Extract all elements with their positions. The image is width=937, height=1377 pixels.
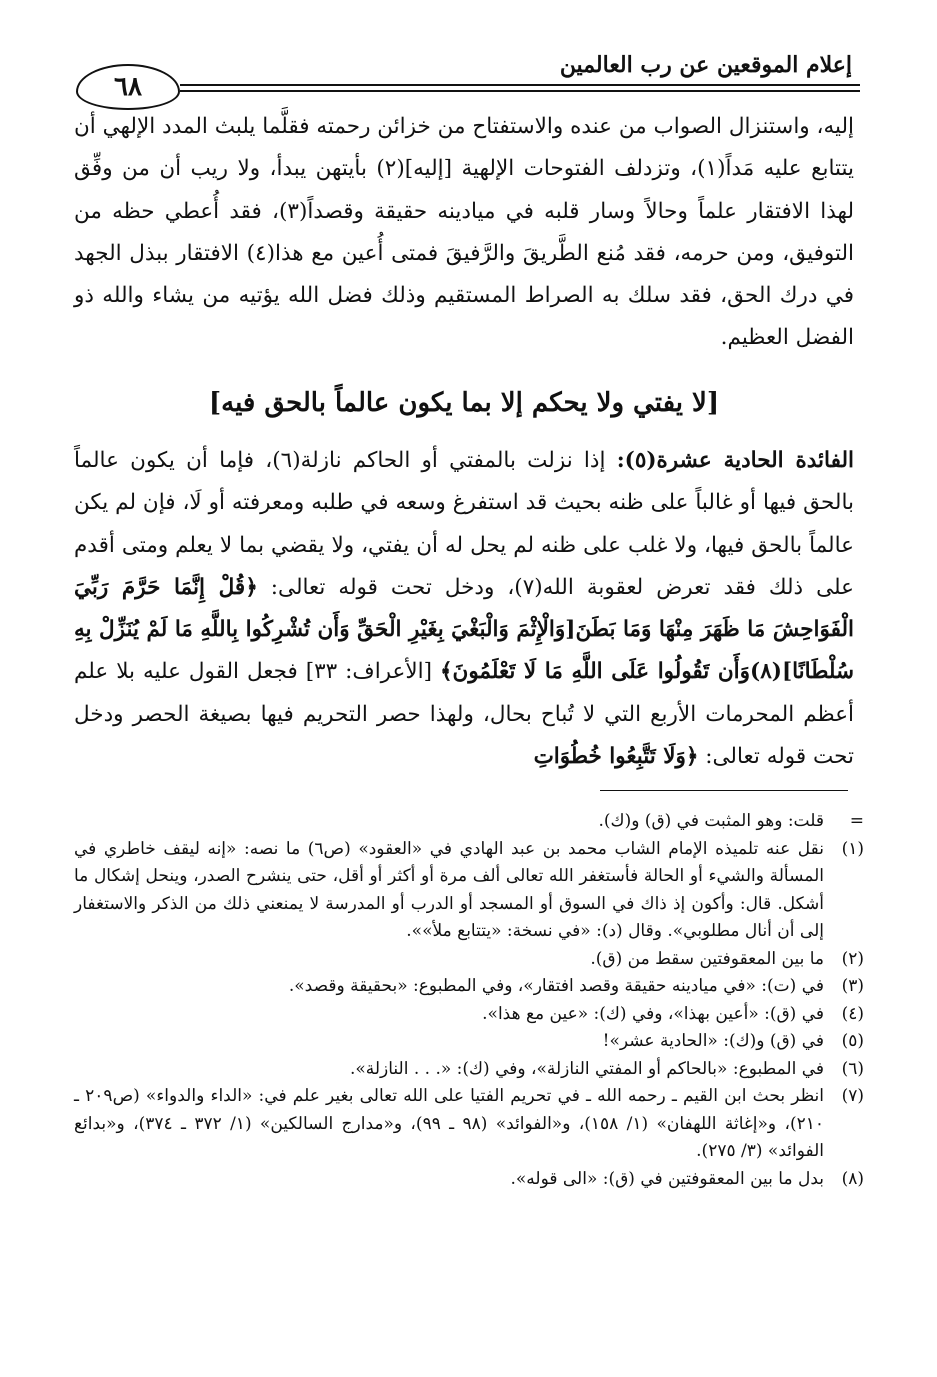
verse-reference: [الأعراف: ٣٣] [297,659,440,685]
footnote-number: (٥) [841,1031,864,1051]
footnote [74,1056,864,1084]
paragraph-2 [74,440,854,778]
footnote [74,836,864,946]
footnote [74,1083,864,1166]
section-heading: [لا يفتي ولا يحكم إلا بما يكون عالماً بالحق فيه] [208,388,720,418]
footnote-text: قلت: وهو المثبت في (ق) و(ك). [598,811,824,831]
footnote-number: (٤) [841,1003,864,1024]
page-number: ٦٨ [76,64,180,110]
footnote-number: (٧) [841,1086,864,1106]
footnote [74,946,864,974]
footnote-text: في المطبوع: «بالحاكم أو المفتي النازلة»، وفي (ك): «. . . النازلة». [349,1058,824,1079]
footnote-number: = [849,811,864,831]
footnote-separator [600,790,848,791]
footnote-text: في (ق): «أعين بهذا»، وفي (ك): «عين مع هذا». [482,1003,824,1024]
footnote [74,808,864,836]
footnote-number: (٢) [841,948,864,969]
footnote-number: (٦) [841,1058,864,1079]
paragraph-1 [74,106,854,360]
footnote [74,1166,864,1194]
header-rule [180,90,860,92]
paragraph-lead: الفائدة الحادية عشرة(٥): [616,448,854,473]
footnote [74,973,864,1001]
footnote-number: (٣) [841,976,864,996]
paragraph-text-a: إذا نزلت بالمفتي أو الحاكم نازلة(٦)، فإما أن يكون عالماً بالحق فيها أو غالباً على ظنه بحيث قد استفرغ وسعه في طلبه ومعرفته أو لَا، فإن لم يكن عالماً بالحق فيها، ولا غلب على ظنه لم يحل له أن يفتي، ولا يقضي بما لا يعلم ومتى أقدم على ذلك فقد تعرض لعقوبة الله(٧)، ودخل تحت قوله تعالى: [74,448,854,600]
footnote-number: (٨) [841,1168,864,1189]
running-title: إعلام الموقعين عن رب العالمين [559,52,852,78]
header-rule [180,84,860,86]
footnote [74,1028,864,1056]
footnote-text: في (ت): «في ميادينه حقيقة وقصد افتقار»، وفي المطبوع: «بحقيقة وقصد». [288,976,824,996]
paragraph-2-text [74,440,854,778]
footnote-text: بدل ما بين المعقوفتين في (ق): «الى قوله». [510,1168,824,1189]
quran-verse-2: ﴿وَلَا تَتَّبِعُوا خُطُوَاتِ [533,744,699,770]
page-header [60,42,860,102]
quran-verse-1: ﴿قُلْ إِنَّمَا حَرَّمَ رَبِّيَ الْفَوَاحِشَ مَا ظَهَرَ مِنْهَا وَمَا بَطَنَ[وَالْإِثْمَ وَالْبَغْيَ بِغَيْرِ الْحَقِّ وَأَن تُشْرِكُوا بِاللَّهِ مَا لَمْ يُنَزِّلْ بِهِ سُلْطَانًا](٨)وَأَن تَقُولُوا عَلَى اللَّهِ مَا لَا تَعْلَمُونَ﴾ [74,574,854,685]
footnote-text: ما بين المعقوفتين سقط من (ق). [590,948,824,969]
paragraph-1-text: إليه، واستنزال الصواب من عنده والاستفتاح من خزائن رحمته فقلَّما يلبث المدد الإلهي أن يتتابع عليه مَداً(١)، وتزدلف الفتوحات الإلهية [إليه](٢) بأيتهن يبدأ، ولا ريب أن من وفِّق لهذا الافتقار علماً وحالاً وسار قلبه في ميادينه حقيقة وقصداً(٣)، فقد أُعطي حظه من التوفيق، ومن حرمه، فقد مُنع الطَّريقَ والرَّفيقَ فمتى أُعين مع هذا(٤) الافتقار ببذل الجهد في درك الحق، فقد سلك به الصراط المستقيم وذلك فضل الله يؤتيه من يشاء والله ذو الفضل العظيم. [74,114,855,351]
footnote-number: (١) [841,838,864,859]
footnote-text: نقل عنه تلميذه الإمام الشاب محمد بن عبد الهادي في «العقود» (ص٦) ما نصه: «إنه ليقف خاطري في المسألة والشيء أو الحالة فأستغفر الله تعالى ألف مرة أو أكثر أو أقل، حتى ينشرح الصدر، وينحل إشكال ما أشكل. قال: وأكون إذ ذاك في السوق أو المسجد أو الدرب أو المدرسة لا يمنعني ذلك من الذكر والاستغفار إلى أن أنال مطلوبي». وقال (د): «في نسخة: «يتتابع ملأ»». [74,838,824,941]
paragraph-text-b: فجعل القول عليه بلا علم أعظم المحرمات الأربع التي لا تُباح بحال، ولهذا حصر التحريم فيها بصيغة الحصر ودخل تحت قوله تعالى: [74,659,854,770]
footnote-text: انظر بحث ابن القيم ـ رحمه الله ـ في تحريم الفتيا على الله تعالى بغير علم في: «الداء والدواء» (ص٢٠٩ ـ ٢١٠)، و«إغاثة اللهفان» (١/ ١٥٨)، و«الفوائد» (٩٨ ـ ٩٩)، و«مدارج السالكين» (١/ ٣٧٢ ـ ٣٧٤)، و«بدائع الفوائد» (٣/ ٢٧٥). [74,1086,824,1161]
footnotes [74,808,864,1193]
footnote [74,1001,864,1029]
footnote-text: في (ق) و(ك): «الحادية عشر»! [602,1031,824,1051]
